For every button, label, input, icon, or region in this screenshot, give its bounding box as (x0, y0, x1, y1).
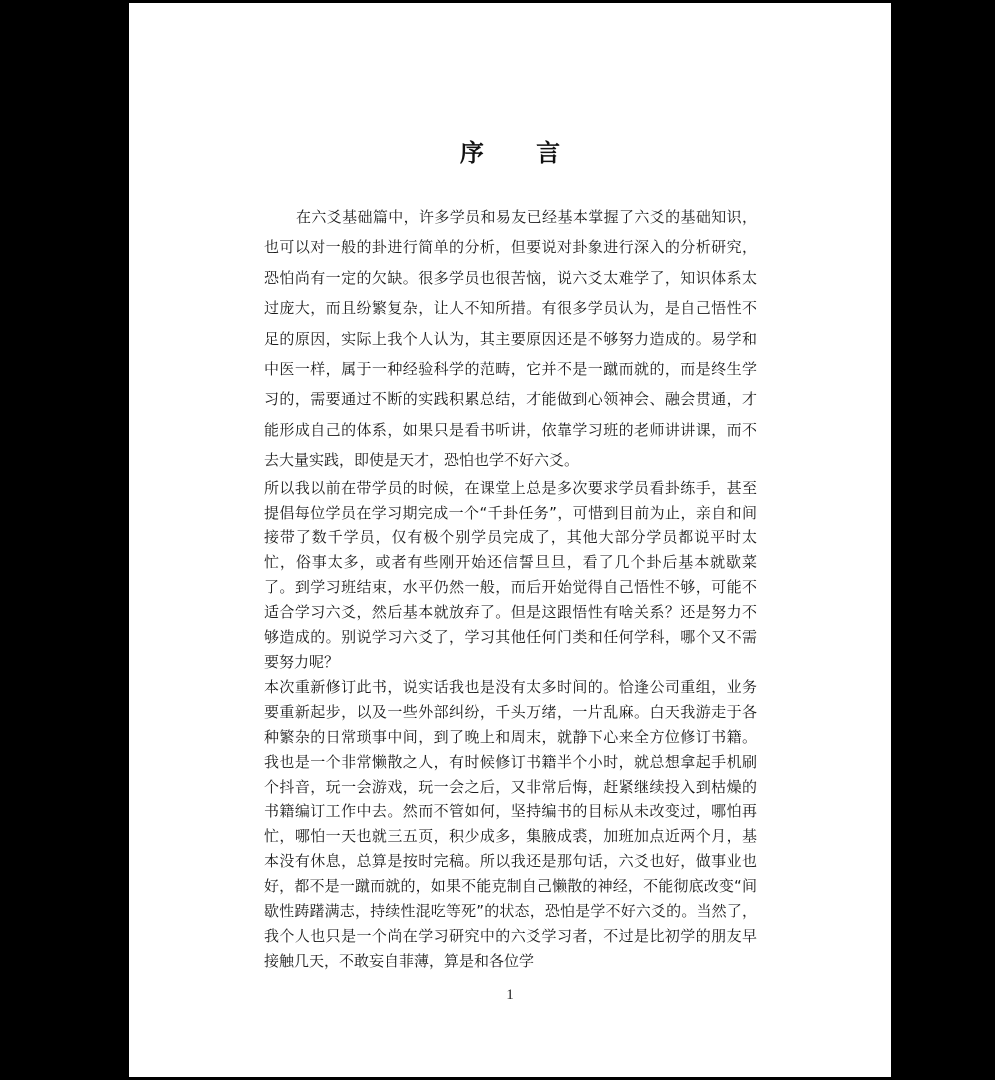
book-page (129, 3, 891, 1077)
paragraph-1: 在六爻基础篇中，许多学员和易友已经基本掌握了六爻的基础知识，也可以对一般的卦进行简单的分析，但要说对卦象进行深入的分析研究，恐怕尚有一定的欠缺。很多学员也很苦恼，说六爻太难学了，知识体系太过庞大，而且纷繁复杂，让人不知所措。有很多学员认为，是自己悟性不足的原因，实际上我个人认为，其主要原因还是不够努力造成的。易学和中医一样，属于一种经验科学的范畴，它并不是一蹴而就的，而是终生学习的，需要通过不断的实践积累总结，才能做到心领神会、融会贯通，才能形成自己的体系，如果只是看书听讲，依靠学习班的老师讲讲课，而不去大量实践，即使是天才，恐怕也学不好六爻。 (264, 208, 757, 470)
paragraph-2: 所以我以前在带学员的时候，在课堂上总是多次要求学员看卦练手，甚至提倡每位学员在学习期完成一个“千卦任务”，可惜到目前为止，亲自和间接带了数千学员，仅有极个别学员完成了，其他大部分学员都说平时太忙，俗事太多，或者有些刚开始还信誓旦旦，看了几个卦后基本就歇菜了。到学习班结束，水平仍然一般，而后开始觉得自己悟性不够，可能不适合学习六爻，然后基本就放弃了。但是这跟悟性有啥关系？还是努力不够造成的。别说学习六爻了，学习其他任何门类和任何学科，哪个又不需要努力呢？ (264, 478, 757, 671)
page-title: 序 言 (459, 138, 583, 167)
page-number: 1 (506, 987, 514, 1003)
preface-body (264, 202, 757, 974)
paragraph-3: 本次重新修订此书，说实话我也是没有太多时间的。恰逢公司重组，业务要重新起步，以及一些外部纠纷，千头万绪，一片乱麻。白天我游走于各种繁杂的日常琐事中间，到了晚上和周末，就静下心来全方位修订书籍。我也是一个非常懒散之人，有时候修订书籍半个小时，就总想拿起手机刷个抖音，玩一会游戏，玩一会之后，又非常后悔，赶紧继续投入到枯燥的书籍编订工作中去。然而不管如何，坚持编书的目标从未改变过，哪怕再忙，哪怕一天也就三五页，积少成多，集腋成裘，加班加点近两个月，基本没有休息，总算是按时完稿。所以我还是那句话，六爻也好，做事业也好，都不是一蹴而就的，如果不能克制自己懒散的神经，不能彻底改变“间歇性踌躇满志，持续性混吃等死”的状态，恐怕是学不好六爻的。当然了，我个人也只是一个尚在学习研究中的六爻学习者，不过是比初学的朋友早接触几天，不敢妄自菲薄，算是和各位学 (264, 677, 757, 970)
